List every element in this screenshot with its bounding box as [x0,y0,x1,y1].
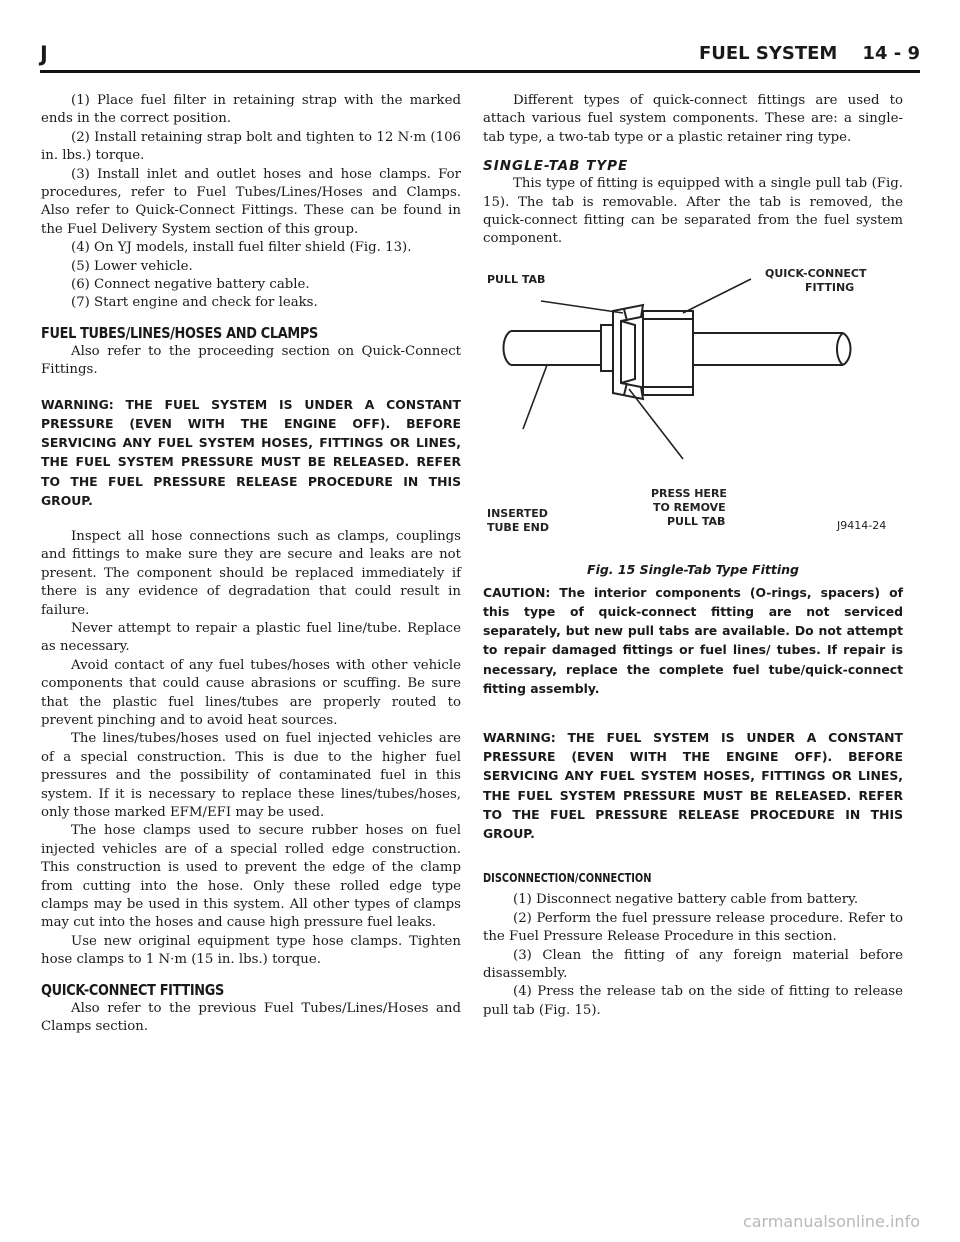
step-3: (3) Install inlet and outlet hoses and hose clamps. For procedures, refer to Fuel Tubes/Lines/Hoses and Clamps. Also refer to Quick-Connect Fittings. These can be found in the Fuel Delivery System section of this group. [41,166,461,237]
step-5: (5) Lower vehicle. [71,258,193,274]
disconnect-step-3: (3) Clean the fitting of any foreign material before disassembly. [483,947,903,981]
header-title [699,43,920,64]
para-never-repair: Never attempt to repair a plastic fuel line/tube. Replace as necessary. [41,620,461,655]
step-1: (1) Place fuel filter in retaining strap with the marked ends in the correct position. [41,93,461,127]
step-4: (4) On YJ models, install fuel filter shield (Fig. 13). [71,240,412,256]
fuel-pressure-warning-2: WARNING: THE FUEL SYSTEM IS UNDER A CONSTANT PRESSURE (EVEN WITH THE ENGINE OFF). BEFORE SERVICING ANY FUEL SYSTEM HOSES, FITTINGS OR LINES, THE FUEL SYSTEM PRESSURE MUST BE RELEASED. REFER TO THE FUEL PRESSURE RELEASE PROCEDURE IN THIS GROUP. [483,730,903,842]
label-inserted-2: TUBE END [487,520,550,534]
para-avoid-contact: Avoid contact of any fuel tubes/hoses with other vehicle components that could cause abrasions or scuffing. Be sure that the plastic fuel lines/tubes are properly routed to prevent pinching and to avoid heat sources. [41,657,461,728]
header-letter: J [40,42,48,66]
label-inserted-1: INSERTED [487,506,548,520]
step-2: (2) Install retaining strap bolt and tighten to 12 N·m (106 in. lbs.) torque. [41,129,461,164]
label-quick-connect-1: QUICK-CONNECT [765,266,867,280]
watermark: carmanualsonline.info [742,1212,920,1231]
step-7: (7) Start engine and check for leaks. [71,295,318,311]
para-special-construction: The lines/tubes/hoses used on fuel injected vehicles are of a special construction. This is due to the higher fuel pressures and the possibility of contaminated fuel in this system. If it is necessary to replace these lines/tubes/hoses, only those marked EFM/EFI may be used. [41,731,461,820]
caution-notice: CAUTION: The interior components (O-rings, spacers) of this type of quick-connect fitting are not serviced separately, but new pull tabs are available. Do not attempt to repair damaged fittings or fuel lines/ tubes. If repair is necessary, replace the complete fuel tube/quick-connect fitting assembly. [483,584,903,696]
header-section: FUEL SYSTEM [698,43,838,64]
header-page-number: 14 - 9 [862,43,920,64]
disconnect-step-2: (2) Perform the fuel pressure release procedure. Refer to the Fuel Pressure Release Procedure in this section. [483,910,903,945]
label-press-here-1: PRESS HERE [651,486,727,500]
heading-disconnection: DISCONNECTION/CONNECTION [483,871,652,886]
label-press-here-2: TO REMOVE [653,500,726,514]
right-column [483,92,903,1020]
label-press-here-3: PULL TAB [667,514,726,528]
fitting-illustration [483,261,903,561]
page-header [40,40,920,73]
label-pull-tab: PULL TAB [487,272,546,286]
step-6: (6) Connect negative battery cable. [71,277,310,293]
para-inspect: Inspect all hose connections such as clamps, couplings and fittings to make sure they are secure and leaks are not present. The component should be replaced immediately if there is any evidence of degradation that could result in failure. [41,528,461,618]
label-quick-connect-2: FITTING [805,280,855,294]
figure-code: J9414-24 [837,518,887,532]
disconnect-step-1: (1) Disconnect negative battery cable from battery. [513,892,859,908]
disconnect-step-4: (4) Press the release tab on the side of fitting to release pull tab (Fig. 15). [483,984,903,1018]
para-new-clamps: Use new original equipment type hose clamps. Tighten hose clamps to 1 N·m (15 in. lbs.) torque. [41,933,461,968]
left-column [41,92,461,1036]
figure-caption: Fig. 15 Single-Tab Type Fitting [587,561,799,577]
para-hose-clamps: The hose clamps used to secure rubber hoses on fuel injected vehicles are of a special rolled edge construction. This construction is used to prevent the edge of the clamp from cutting into the hose. Only these rolled edge type clamps may be used in this system. All other types of clamps may cut into the hoses and cause high pressure fuel leaks. [41,823,461,931]
heading-single-tab: SINGLE-TAB TYPE [483,158,629,175]
quick-connect-intro: Also refer to the previous Fuel Tubes/Lines/Hoses and Clamps section. [41,1000,461,1035]
single-tab-fitting-figure [483,261,903,561]
heading-fuel-tubes: FUEL TUBES/LINES/HOSES AND CLAMPS [41,323,318,342]
fitting-types-intro: Different types of quick-connect fittings are used to attach various fuel system components. These are: a single-tab type, a two-tab type or a plastic retainer ring type. [483,93,903,145]
fuel-tubes-intro: Also refer to the proceeding section on Quick-Connect Fittings. [41,343,461,378]
single-tab-para: This type of fitting is equipped with a single pull tab (Fig. 15). The tab is removable. After the tab is removed, the quick-connect fitting can be separated from the fuel system component. [483,176,903,247]
fuel-pressure-warning: WARNING: THE FUEL SYSTEM IS UNDER A CONSTANT PRESSURE (EVEN WITH THE ENGINE OFF). BEFORE SERVICING ANY FUEL SYSTEM HOSES, FITTINGS OR LINES, THE FUEL SYSTEM PRESSURE MUST BE RELEASED. REFER TO THE FUEL PRESSURE RELEASE PROCEDURE IN THIS GROUP. [41,396,461,508]
heading-quick-connect: QUICK-CONNECT FITTINGS [41,980,224,999]
